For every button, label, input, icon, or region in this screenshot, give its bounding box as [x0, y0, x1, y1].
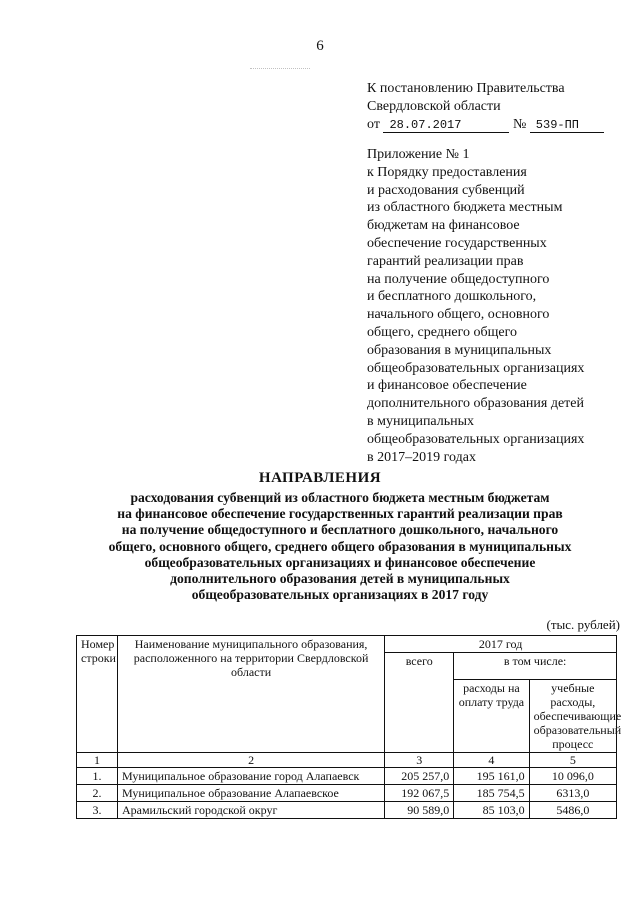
appendix-line: и расходования субвенций	[367, 182, 525, 198]
header-name: Наименование муниципального образования, расположенного на территории Свердловской области	[117, 636, 384, 753]
appendix-line: в 2017–2019 годах	[367, 449, 476, 465]
scan-artifact	[250, 68, 310, 72]
column-index: 4	[454, 753, 529, 768]
appendix-line: дополнительного образования детей	[367, 396, 584, 412]
column-index-row	[77, 753, 617, 768]
appendix-line: начального общего, основного	[367, 307, 550, 323]
subtitle-line: общеобразовательных организациях и финансовое обеспечение	[144, 554, 536, 570]
appendix-line: в муниципальных	[367, 413, 475, 429]
municipality-name: Муниципальное образование город Алапаевск	[117, 768, 384, 785]
subtitle-line: дополнительного образования детей в муниципальных	[170, 571, 510, 587]
budget-table	[76, 635, 622, 819]
decree-line-1: К постановлению Правительства	[367, 81, 565, 96]
appendix-block	[367, 146, 632, 466]
appendix-line: общеобразовательных организациях	[367, 431, 585, 447]
page-number: 6	[316, 38, 324, 54]
salary-amount: 195 161,0	[454, 768, 529, 785]
decree-line-2: Свердловской области	[367, 99, 501, 114]
appendix-line: и бесплатного дошкольного,	[367, 289, 537, 305]
table-row	[77, 802, 617, 819]
municipality-name: Муниципальное образование Алапаевское	[117, 785, 384, 802]
column-index: 3	[385, 753, 454, 768]
municipality-name: Арамильский городской округ	[117, 802, 384, 819]
subtitle-line: на получение общедоступного и бесплатного дошкольного, начального	[121, 522, 559, 538]
subtitle-line: на финансовое обеспечение государственных гарантий реализации прав	[117, 506, 563, 522]
appendix-line: гарантий реализации прав	[367, 253, 524, 269]
header-salary: расходы на оплату труда	[454, 680, 529, 753]
header-year: 2017 год	[385, 636, 617, 653]
column-index: 1	[77, 753, 118, 768]
header-educational: учебные расходы, обеспечивающие образовательный процесс	[529, 680, 616, 753]
appendix-line: бюджетам на финансовое	[367, 218, 520, 234]
total-amount: 90 589,0	[385, 802, 454, 819]
appendix-line: на получение общедоступного	[367, 271, 550, 287]
total-amount: 192 067,5	[385, 785, 454, 802]
number-prefix: №	[512, 117, 527, 132]
subtitle-line: расходования субвенций из областного бюджета местным бюджетам	[130, 490, 550, 505]
educational-amount: 10 096,0	[529, 768, 616, 785]
educational-amount: 5486,0	[529, 802, 616, 819]
salary-amount: 185 754,5	[454, 785, 529, 802]
appendix-line: к Порядку предоставления	[367, 164, 527, 180]
salary-amount: 85 103,0	[454, 802, 529, 819]
appendix-line: Приложение № 1	[367, 147, 470, 162]
header-including: в том числе:	[454, 653, 617, 680]
decree-date: 28.07.2017	[383, 118, 509, 133]
header-row-number: Номер строки	[77, 636, 118, 753]
appendix-line: обеспечение государственных	[367, 235, 547, 251]
column-index: 2	[117, 753, 384, 768]
units-label: (тыс. рублей)	[546, 617, 620, 632]
total-amount: 205 257,0	[385, 768, 454, 785]
header-total: всего	[385, 653, 454, 753]
appendix-line: общего, среднего общего	[367, 324, 517, 340]
decree-date-line	[367, 116, 627, 134]
row-number: 1.	[77, 768, 118, 785]
subtitle-line: общеобразовательных организациях в 2017 году	[191, 587, 489, 603]
appendix-line: общеобразовательных организациях	[367, 360, 585, 376]
table-header-row	[77, 636, 617, 653]
row-number: 2.	[77, 785, 118, 802]
date-prefix: от	[367, 117, 380, 132]
document-subtitle	[70, 490, 610, 603]
appendix-line: и финансовое обеспечение	[367, 378, 527, 394]
table-row	[77, 768, 617, 785]
educational-amount: 6313,0	[529, 785, 616, 802]
document-title: НАПРАВЛЕНИЯ	[258, 470, 382, 486]
decree-number: 539-ПП	[530, 118, 604, 133]
column-index: 5	[529, 753, 616, 768]
appendix-line: образования в муниципальных	[367, 342, 552, 358]
appendix-line: из областного бюджета местным	[367, 200, 563, 216]
row-number: 3.	[77, 802, 118, 819]
table-row	[77, 785, 617, 802]
subtitle-line: общего, основного общего, среднего общего образования в муниципальных	[108, 538, 572, 554]
decree-reference	[367, 80, 627, 134]
